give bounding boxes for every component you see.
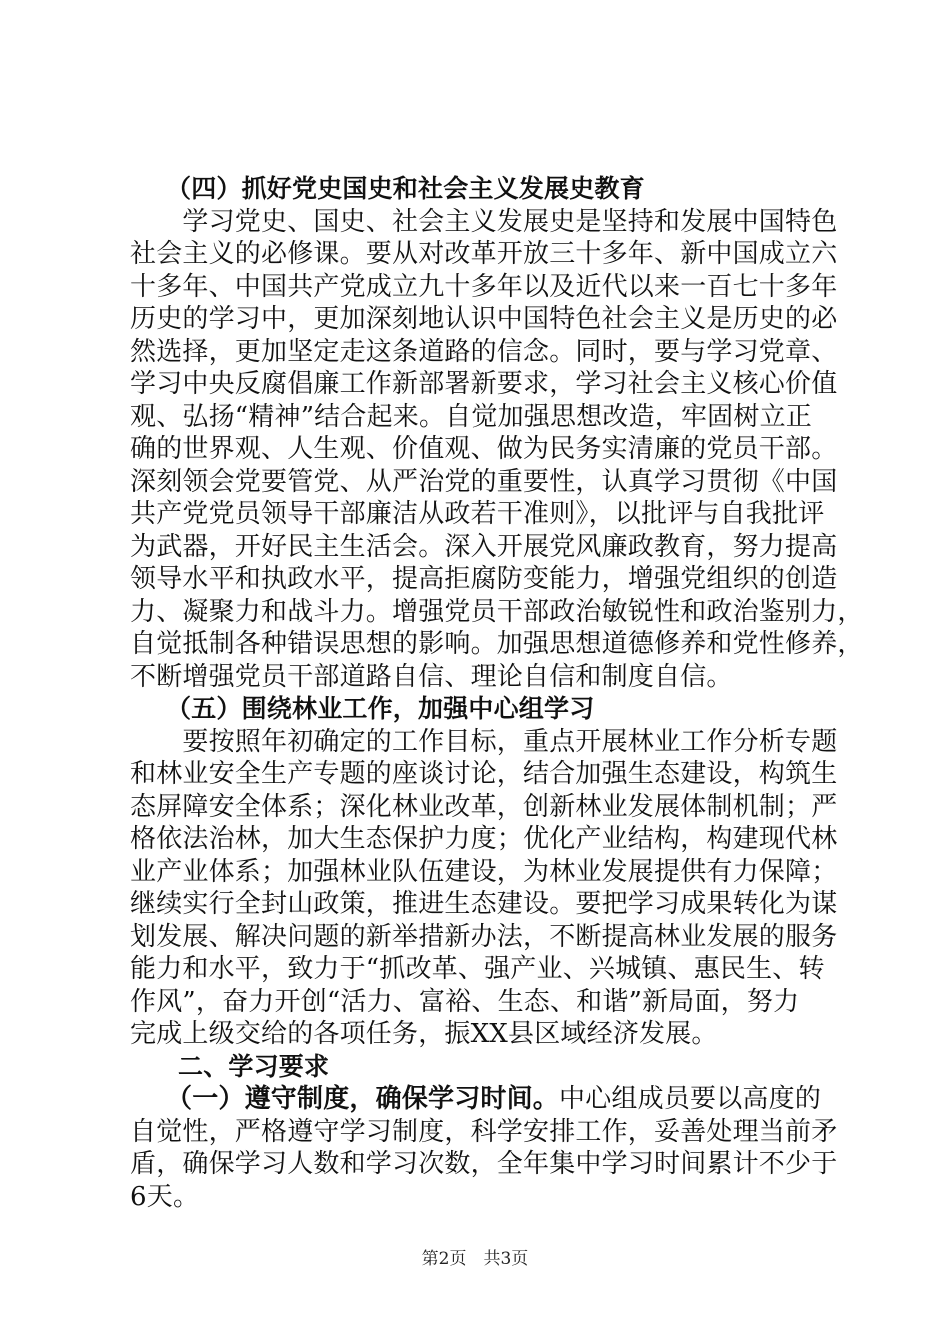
paragraph-line: 作风”，奋力开创“活力、富裕、生态、和谐”新局面，努力 (130, 986, 800, 1017)
paragraph-line: 领导水平和执政水平，提高拒腐防变能力，增强党组织的创造 (130, 564, 838, 594)
paragraph-line: 共产党党员领导干部廉洁从政若干准则》，以批评与自我批评 (130, 499, 825, 529)
paragraph-line: 自觉抵制各种错误思想的影响。加强思想道德修养和党性修养， (130, 629, 864, 659)
paragraph-line: 确的世界观、人生观、价值观、做为民务实清廉的党员干部。 (130, 434, 838, 464)
paragraph-line: 深刻领会党要管党、从严治党的重要性，认真学习贯彻《中国 (130, 466, 838, 497)
paragraph-line: 社会主义的必修课。要从对改革开放三十多年、新中国成立六 (130, 239, 838, 269)
requirements-heading: 二、学习要求 (178, 1051, 330, 1081)
paragraph-line: 和林业安全生产专题的座谈讨论，结合加强生态建设，构筑生 (130, 759, 838, 789)
section-5-paragraph (130, 726, 838, 1051)
page-number-footer: 第2页 共3页 (421, 1249, 529, 1269)
paragraph-line: 学习党史、国史、社会主义发展史是坚持和发展中国特色 (130, 206, 838, 237)
requirement-item-1 (130, 1083, 838, 1213)
paragraph-line: 自觉性，严格遵守学习制度，科学安排工作，妥善处理当前矛 (130, 1116, 838, 1147)
paragraph-line: 完成上级交给的各项任务，振XX县区域经济发展。 (130, 1019, 718, 1049)
paragraph-line: 力、凝聚力和战斗力。增强党员干部政治敏锐性和政治鉴别力， (130, 596, 864, 627)
paragraph-line: 要按照年初确定的工作目标，重点开展林业工作分析专题 (130, 726, 838, 757)
paragraph-line: 为武器，开好民主生活会。深入开展党风廉政教育，努力提高 (130, 531, 838, 562)
section-4-heading: （四）抓好党史国史和社会主义发展史教育 (166, 174, 645, 203)
paragraph-line: 划发展、解决问题的新举措新办法，不断提高林业发展的服务 (130, 921, 838, 952)
requirement-first-line-text: 中心组成员要以高度的 (559, 1084, 822, 1114)
paragraph-line: 盾，确保学习人数和学习次数，全年集中学习时间累计不少于 (130, 1149, 838, 1179)
paragraph-line: 继续实行全封山政策，推进生态建设。要把学习成果转化为谋 (130, 889, 838, 919)
paragraph-line: 业产业体系；加强林业队伍建设，为林业发展提供有力保障； (130, 856, 838, 887)
paragraph-line: 不断增强党员干部道路自信、理论自信和制度自信。 (130, 661, 733, 692)
paragraph-line: 态屏障安全体系；深化林业改革，创新林业发展体制机制；严 (130, 791, 838, 822)
section-5-heading: （五）围绕林业工作，加强中心组学习 (166, 694, 595, 723)
paragraph-line: 6天。 (130, 1181, 200, 1212)
paragraph-line: 十多年、中国共产党成立九十多年以及近代以来一百七十多年 (130, 271, 838, 302)
requirement-bold-lead: （一）遵守制度，确保学习时间。 (166, 1084, 560, 1114)
paragraph-line: 能力和水平，致力于“抓改革、强产业、兴城镇、惠民生、转 (130, 954, 825, 984)
requirement-first-line (130, 1083, 830, 1116)
paragraph-line: 历史的学习中，更加深刻地认识中国特色社会主义是历史的必 (130, 304, 838, 334)
paragraph-line: 观、弘扬“精神”结合起来。自觉加强思想改造，牢固树立正 (130, 401, 812, 432)
document-body (130, 173, 864, 1213)
section-4-paragraph (130, 206, 864, 694)
paragraph-line: 格依法治林，加大生态保护力度；优化产业结构，构建现代林 (130, 824, 838, 854)
paragraph-line: 然选择，更加坚定走这条道路的信念。同时，要与学习党章、 (130, 336, 838, 367)
paragraph-line: 学习中央反腐倡廉工作新部署新要求，学习社会主义核心价值 (130, 369, 838, 399)
